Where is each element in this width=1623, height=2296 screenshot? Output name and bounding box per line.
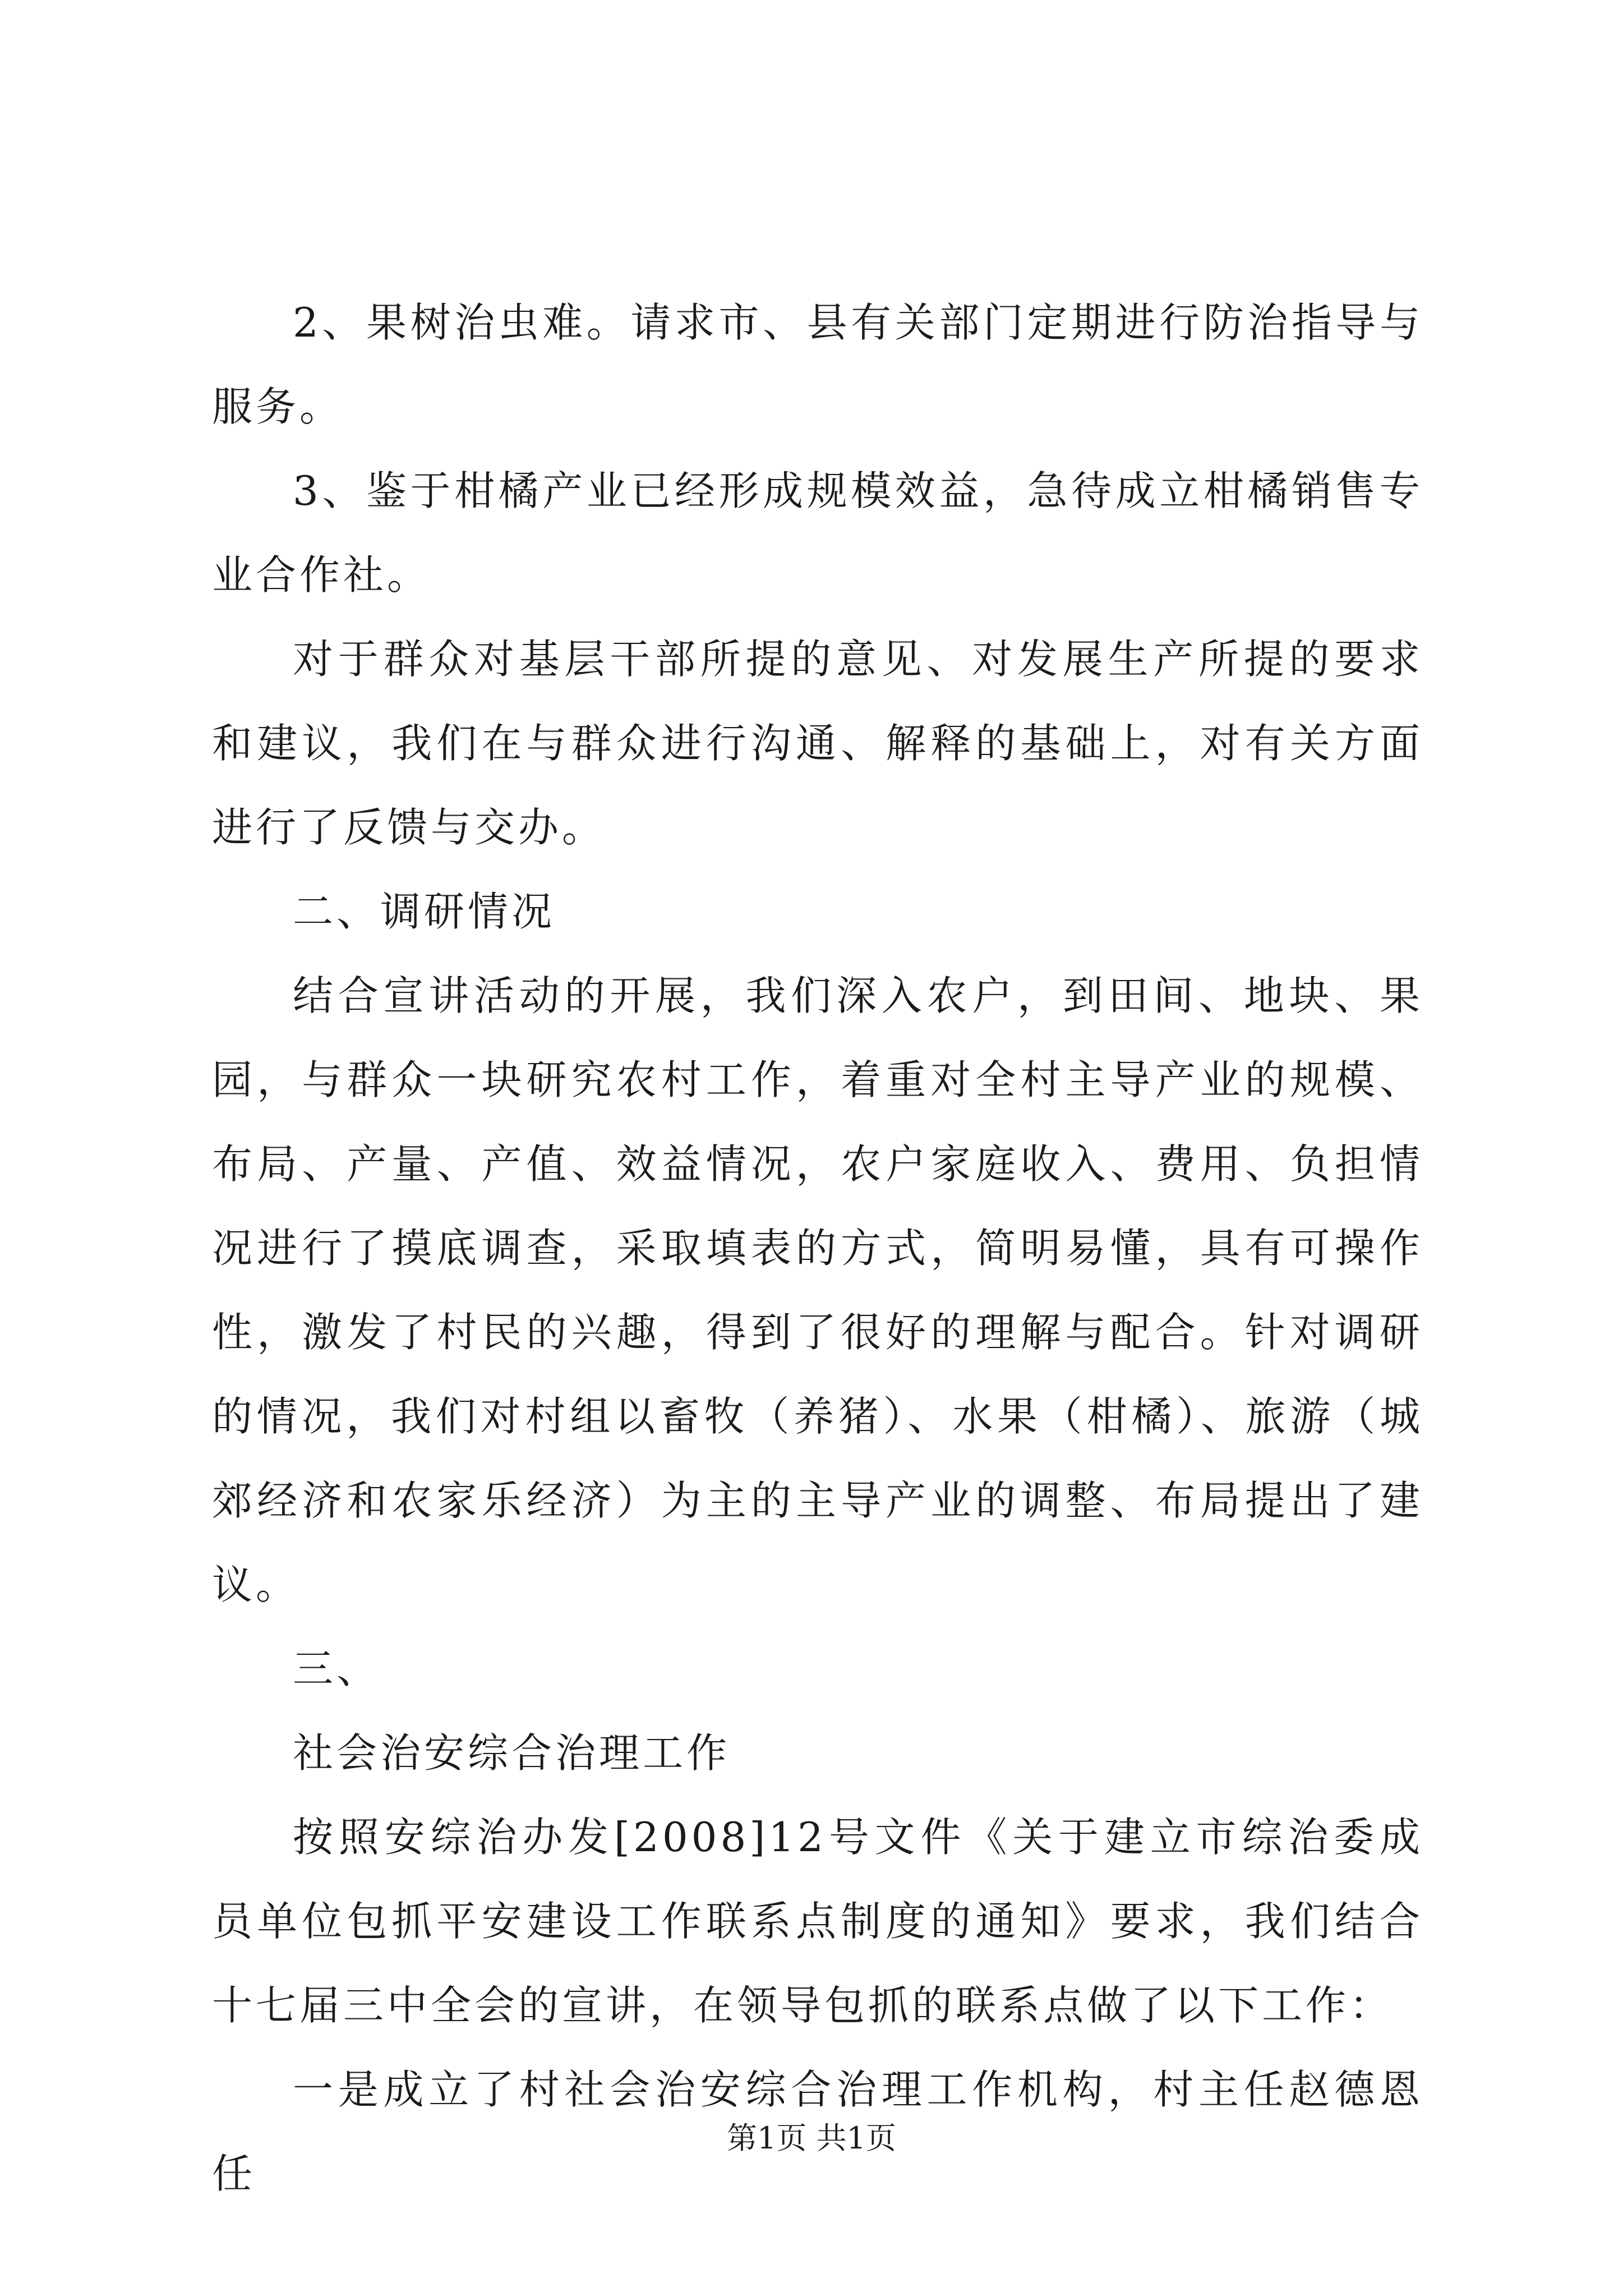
paragraph-first-measure: 一是成立了村社会治安综合治理工作机构，村主任赵德恩任 — [212, 2066, 1423, 2197]
page-footer: 第1页 共1页 — [727, 2120, 896, 2156]
section-heading-research: 二、调研情况 — [293, 888, 556, 935]
section-heading-security: 社会治安综合治理工作 — [293, 1729, 731, 1777]
paragraph-feedback: 对于群众对基层干部所提的意见、对发展生产所提的要求和建议，我们在与群众进行沟通、解释的基础上，对有关方面进行了反馈与交办。 — [212, 636, 1423, 851]
paragraph-notice: 按照安综治办发[2008]12号文件《关于建立市综治委成员单位包抓平安建设工作联系点制度的通知》要求，我们结合十七届三中全会的宣讲，在领导包抓的联系点做了以下工作： — [212, 1814, 1423, 2029]
document-body — [212, 280, 1423, 2216]
paragraph-item-3: 3、鉴于柑橘产业已经形成规模效益，急待成立柑橘销售专业合作社。 — [212, 467, 1423, 599]
paragraph-item-2: 2、果树治虫难。请求市、县有关部门定期进行防治指导与服务。 — [212, 299, 1423, 430]
section-heading-three: 三、 — [293, 1645, 381, 1692]
paragraph-research: 结合宣讲活动的开展，我们深入农户，到田间、地块、果园，与群众一块研究农村工作，着重对全村主导产业的规模、布局、产量、产值、效益情况，农户家庭收入、费用、负担情况进行了摸底调查，采取填表的方式，简明易懂，具有可操作性，激发了村民的兴趣，得到了很好的理解与配合。针对调研的情况，我们对村组以畜牧（养猪）、水果（柑橘）、旅游（城郊经济和农家乐经济）为主的主导产业的调整、布局提出了建议。 — [212, 972, 1423, 1608]
